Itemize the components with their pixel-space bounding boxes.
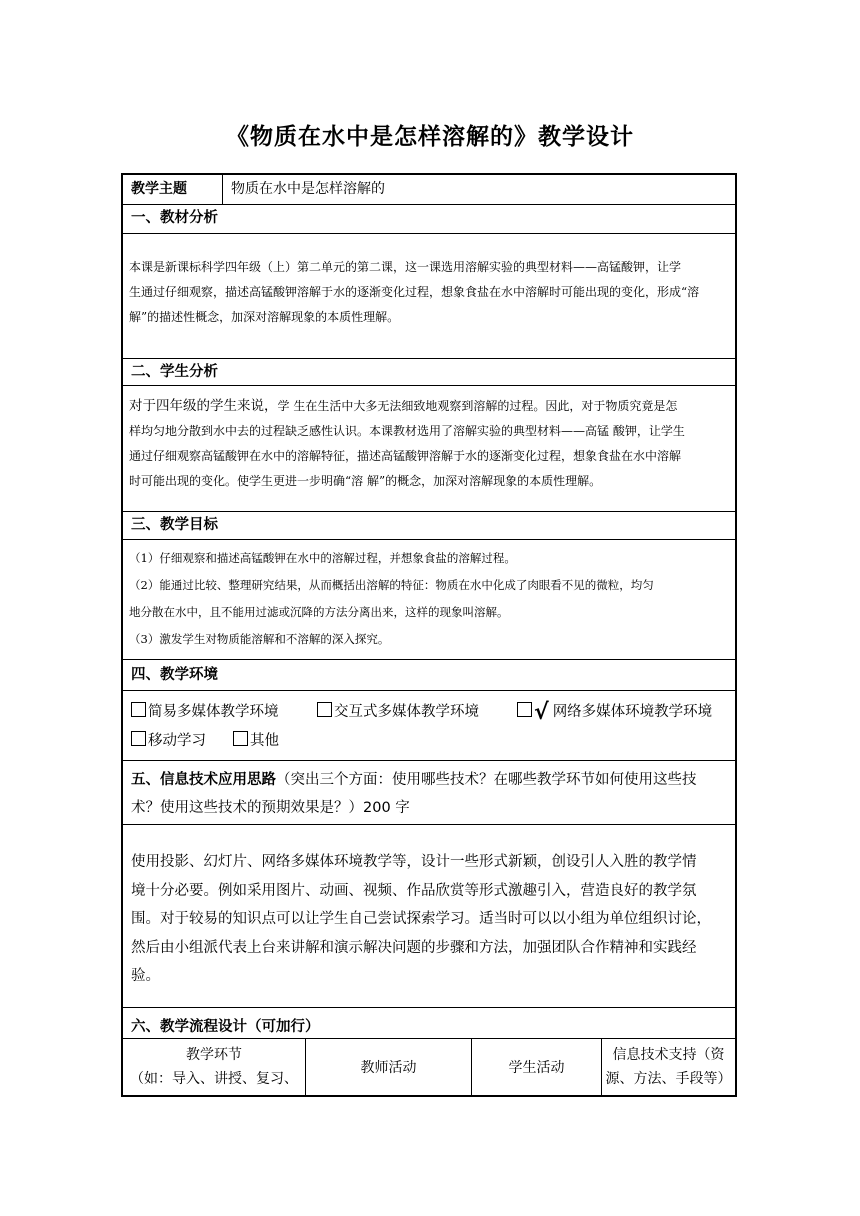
section-2-line	[129, 394, 729, 419]
section-3-line: （3）激发学生对物质能溶解和不溶解的深入探究。	[129, 632, 390, 646]
env-option-other[interactable]: 其他	[233, 727, 279, 756]
section-5-line: 境十分必要。例如采用图片、动画、视频、作品欣赏等形式激趣引入，营造良好的教学氛	[131, 882, 697, 899]
checkbox-icon[interactable]	[131, 731, 146, 746]
section-3-body	[123, 540, 735, 660]
section-5-note-cont: 术？使用这些技术的预期效果是？）200 字	[131, 800, 410, 816]
document-title: 《物质在水中是怎样溶解的》教学设计	[226, 123, 634, 150]
section-4-heading: 四、教学环境	[123, 660, 735, 691]
env-options-line-2	[131, 727, 735, 756]
section-2-lead: 对于四年级的学生来说，	[129, 398, 278, 414]
section-2-line: 通过仔细观察高锰酸钾在水中的溶解特征，描述高锰酸钾溶解于水的逐渐变化过程，想象食盐在水中溶解	[129, 449, 682, 463]
flow-col-it-support: 信息技术支持（资 源、方法、手段等）	[605, 1047, 732, 1087]
section-5-note: （突出三个方面：使用哪些技术？在哪些教学环节如何使用这些技	[276, 772, 697, 788]
section-1-heading: 一、教材分析	[123, 205, 735, 234]
section-6-heading: 六、教学流程设计（可加行）	[123, 1008, 735, 1039]
section-3-line: 地分散在水中，且不能用过滤或沉降的方法分离出来，这样的现象叫溶解。	[129, 605, 509, 619]
section-5-line: 围。对于较易的知识点可以让学生自己尝试探索学习。适当时可以以小组为单位组织讨论，	[131, 911, 711, 927]
section-1-line: 解”的描述性概念，加深对溶解现象的本质性理解。	[129, 310, 400, 324]
flow-table-header	[123, 1039, 735, 1095]
flow-col-student: 学生活动	[472, 1039, 602, 1095]
section-5-line: 使用投影、幻灯片、网络多媒体环境教学等，设计一些形式新颖，创设引人入胜的教学情	[131, 854, 697, 870]
flow-col-teacher: 教师活动	[306, 1039, 472, 1095]
section-5-heading: 五、信息技术应用思路	[131, 772, 276, 788]
section-2-body	[123, 386, 735, 512]
env-option-network[interactable]: √ 网络多媒体环境教学环境	[517, 698, 712, 727]
checkbox-icon[interactable]	[517, 702, 532, 717]
section-1-line: 本课是新课标科学四年级（上）第二单元的第二课，这一课选用溶解实验的典型材料——高锰酸钾，让学	[129, 260, 682, 274]
section-3-line: （1）仔细观察和描述高锰酸钾在水中的溶解过程，并想象食盐的溶解过程。	[129, 551, 516, 565]
topic-value: 物质在水中是怎样溶解的	[231, 181, 385, 197]
section-1-line: 生通过仔细观察，描述高锰酸钾溶解于水的逐渐变化过程，想象食盐在水中溶解时可能出现的变化，形成“溶	[129, 285, 700, 299]
checkbox-icon[interactable]	[233, 731, 248, 746]
lesson-plan-table	[121, 173, 737, 1097]
section-3-heading: 三、教学目标	[123, 512, 735, 540]
section-1-body	[123, 234, 735, 359]
checkmark-icon: √	[534, 700, 549, 725]
section-5-line: 验。	[131, 968, 160, 984]
section-5-body	[123, 825, 735, 1008]
section-4-body	[123, 691, 735, 761]
env-option-simple[interactable]: 简易多媒体教学环境	[131, 698, 317, 727]
section-2-line-rest: 学 生在生活中大多无法细致地观察到溶解的过程。因此，对于物质究竟是怎	[277, 399, 678, 413]
checkbox-icon[interactable]	[317, 702, 332, 717]
checkbox-icon[interactable]	[131, 702, 146, 717]
topic-row	[123, 175, 735, 205]
section-5-line: 然后由小组派代表上台来讲解和演示解决问题的步骤和方法，加强团队合作精神和实践经	[131, 939, 697, 956]
env-option-mobile[interactable]: 移动学习	[131, 727, 233, 756]
section-2-line: 时可能出现的变化。使学生更进一步明确“溶 解”的概念，加深对溶解现象的本质性理解。	[129, 474, 602, 488]
env-options-line-1	[131, 698, 735, 727]
flow-col-stage: 教学环节 （如：导入、讲授、复习、	[123, 1039, 306, 1095]
section-3-line: （2）能通过比较、整理研究结果，从而概括出溶解的特征：物质在水中化成了肉眼看不见的微粒，均匀	[129, 578, 654, 592]
section-5-heading-row	[123, 761, 735, 825]
section-2-heading: 二、学生分析	[123, 359, 735, 386]
section-2-line: 样均匀地分散到水中去的过程缺乏感性认识。本课教材选用了溶解实验的典型材料——高锰 酸钾，让学生	[129, 424, 685, 438]
topic-label: 教学主题	[123, 175, 223, 204]
env-option-interactive[interactable]: 交互式多媒体教学环境	[317, 698, 517, 727]
